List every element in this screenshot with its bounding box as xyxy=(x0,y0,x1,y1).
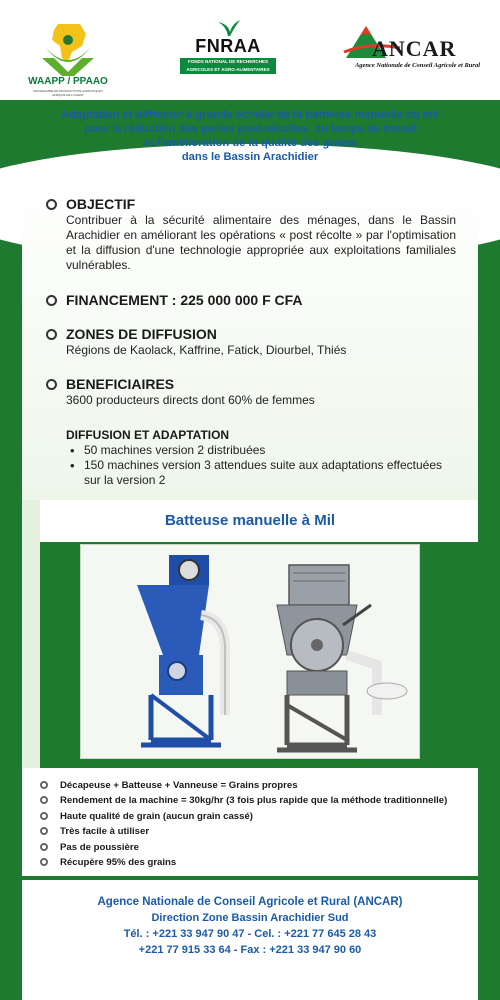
feature-item xyxy=(36,793,466,808)
beneficiaires-body: 3600 producteurs directs dont 60% de femmes xyxy=(66,393,315,407)
diffusion-heading: DIFFUSION ET ADAPTATION xyxy=(66,428,230,442)
zones-heading: ZONES DE DIFFUSION xyxy=(66,326,217,342)
feature-item xyxy=(36,824,466,839)
footer-direction: Direction Zone Bassin Arachidier Sud xyxy=(151,912,349,924)
list-item: • 150 machines version 3 attendues suite aux adaptations effectuées sur la version 2 xyxy=(66,458,456,488)
footer-phones-2: +221 77 915 33 64 - Fax : +221 33 947 90 60 xyxy=(138,944,362,956)
feature-item xyxy=(36,778,466,793)
feature-text: Récupère 95% des grains xyxy=(60,857,177,869)
ancar-subtitle: Agence Nationale de Conseil Agricole et Rural xyxy=(354,62,480,69)
blue-thresher xyxy=(137,555,225,745)
bullet-icon xyxy=(40,858,48,866)
grey-thresher xyxy=(277,565,407,750)
objectif-body: Contribuer à la sécurité alimentaire des ménages, dans le Bassin Arachidier en améliorant les opérations « post récolte » par l'optimisation et la diffusion d'une technologie appropriée aux exploitations familiales vulnérables. xyxy=(66,213,456,272)
features-list xyxy=(36,778,466,870)
machine-illustration xyxy=(80,544,420,759)
feature-text: Décapeuse + Batteuse + Vanneuse = Grains propres xyxy=(60,780,298,791)
diffusion-list xyxy=(66,443,456,488)
ring-bullet-icon xyxy=(46,199,57,210)
fnraa-sprout-icon xyxy=(178,18,278,38)
title-line-2: pour la réduction des pertes post-récoltes, du temps de travail xyxy=(84,123,416,135)
feature-item xyxy=(36,840,466,855)
footer-phones-1: Tél. : +221 33 947 90 47 - Cel. : +221 77 645 28 43 xyxy=(123,928,377,940)
ancar-label: ANCAR xyxy=(372,36,457,61)
bullet-icon xyxy=(40,796,48,804)
title-line-4: dans le Bassin Arachidier xyxy=(181,151,319,163)
bullet-icon xyxy=(40,781,48,789)
section-zones xyxy=(46,326,456,362)
bullet-icon xyxy=(40,812,48,820)
fnraa-subtitle-1: FONDS NATIONAL DE RECHERCHES xyxy=(187,59,269,64)
ring-bullet-icon xyxy=(46,379,57,390)
machine-title-band xyxy=(22,500,478,542)
logo-header xyxy=(0,0,500,100)
financement-heading: FINANCEMENT : 225 000 000 F CFA xyxy=(66,292,303,308)
section-objectif xyxy=(46,196,456,282)
list-item: • 50 machines version 2 distribuées xyxy=(66,443,456,458)
section-financement xyxy=(46,292,456,312)
machine-title: Batteuse manuelle à Mil xyxy=(164,512,336,529)
bullet-icon xyxy=(40,827,48,835)
feature-item xyxy=(36,855,466,870)
section-beneficiaires xyxy=(46,376,456,412)
waapp-emblem-icon xyxy=(28,18,108,76)
waapp-logo xyxy=(28,18,108,100)
zones-body: Régions de Kaolack, Kaffrine, Fatick, Diourbel, Thiés xyxy=(66,343,347,357)
feature-text: Rendement de la machine = 30kg/hr (3 fois plus rapide que la méthode traditionnelle) xyxy=(60,795,448,807)
objectif-heading: OBJECTIF xyxy=(66,196,136,212)
feature-text: Pas de poussière xyxy=(60,841,139,853)
page-title xyxy=(40,108,460,164)
waapp-subtitle: PROGRAMME DE PRODUCTIVITÉ AGRICOLE EN AFRIQUE DE L'OUEST xyxy=(33,89,103,97)
ancar-logo xyxy=(340,18,480,78)
fnraa-subtitle-bar xyxy=(180,58,276,74)
ring-bullet-icon xyxy=(46,329,57,340)
bullet-icon xyxy=(40,843,48,851)
title-line-1: Adaptation et diffusion à grande échelle de la batteuse manuelle du mil xyxy=(61,109,439,121)
waapp-label: WAAPP / PPAAO xyxy=(28,76,108,87)
ring-bullet-icon xyxy=(46,295,57,306)
feature-item xyxy=(36,809,466,824)
side-strip xyxy=(22,500,40,770)
feature-text: Très facile à utiliser xyxy=(60,826,150,838)
fnraa-logo xyxy=(178,18,278,88)
footer-org: Agence Nationale de Conseil Agricole et Rural (ANCAR) xyxy=(97,896,403,908)
feature-text: Haute qualité de grain (aucun grain cassé) xyxy=(60,810,253,822)
title-line-3: et l'amélioration de la qualité des grains xyxy=(143,137,357,149)
thresher-machines-image xyxy=(81,545,420,759)
fnraa-label: FNRAA xyxy=(195,36,261,56)
beneficiaires-heading: BENEFICIAIRES xyxy=(66,376,175,392)
fnraa-subtitle-2: AGRICOLES ET AGRO-ALIMENTAIRES xyxy=(186,67,270,72)
